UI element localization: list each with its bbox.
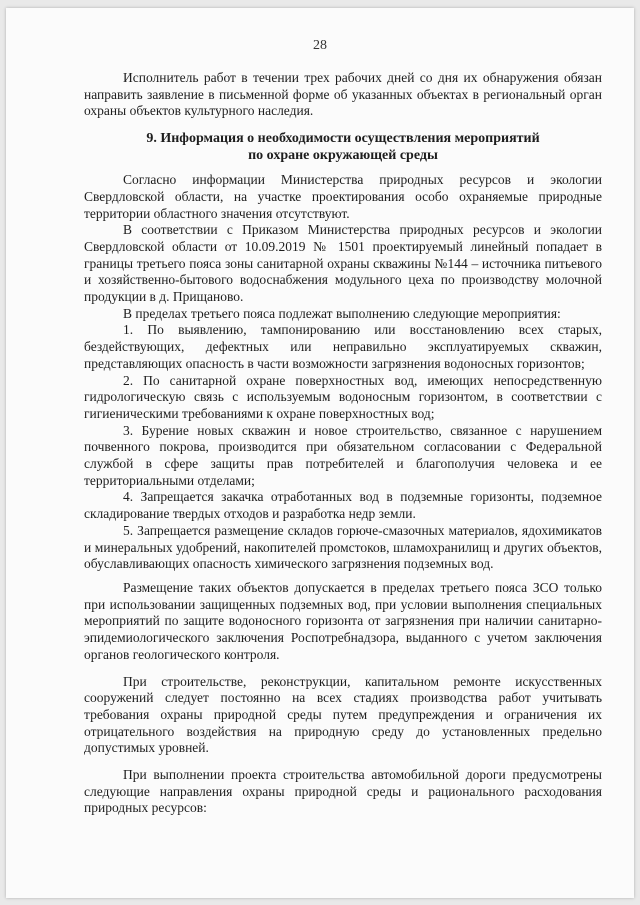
paragraph-construction: При строительстве, реконструкции, капитальном ремонте искусственных сооружений следует постоянно на всех стадиях производства работ учитывать требования охраны природной среды путем предупреждения и ограничения их отрицательного воздействия на природную среду до установленных предельно допустимых уровней. — [84, 673, 602, 756]
list-item-3: 3. Бурение новых скважин и новое строительство, связанное с нарушением почвенного покрова, производится при обязательном согласовании с Федеральной службой в сфере защиты прав потребителей и благополучия человека и ее территориальными отделами; — [84, 422, 602, 488]
paragraph-placement: Размещение таких объектов допускается в пределах третьего пояса ЗСО только при использовании защищенных подземных вод, при условии выполнения специальных мероприятий по защите водоносного горизонта от загрязнения при наличии санитарно-эпидемиологического заключения Роспотребнадзора, выданного с учетом заключения органов геологического контроля. — [84, 579, 602, 662]
list-item-5: 5. Запрещается размещение складов горюче-смазочных материалов, ядохимикатов и минеральных удобрений, накопителей промстоков, шламохранилищ и других объектов, обуславливающих опасность химического загрязнения подземных вод. — [84, 522, 602, 572]
paragraph-order: В соответствии с Приказом Министерства природных ресурсов и экологии Свердловской области от 10.09.2019 № 1501 проектируемый линейный попадает в границы третьего пояса зоны санитарной охраны скважины №144 – источника питьевого и хозяйственно-бытового водоснабжения модульного цеха по производству молочной продукции в д. Прищаново. — [84, 222, 602, 305]
list-item-1: 1. По выявлению, тампонированию или восстановлению всех старых, бездействующих, дефектных или неправильно эксплуатируемых скважин, представляющих опасность в части возможности загрязнения водоносных горизонтов; — [84, 322, 602, 371]
paragraph-measures-intro: В пределах третьего пояса подлежат выполнению следующие мероприятия: — [123, 305, 561, 321]
list-item-4: 4. Запрещается закачка отработанных вод в подземные горизонты, подземное складирование твердых отходов и разработка недр земли. — [84, 489, 602, 522]
paragraph-road-project: При выполнении проекта строительства автомобильной дороги предусмотрены следующие направления охраны природной среды и рационального расходования природных ресурсов: — [84, 767, 602, 816]
list-item-2: 2. По санитарной охране поверхностных вод, имеющих непосредственную гидрологическую связь с используемым водоносным горизонтом, в соответствии с гигиеническими требованиями к охране поверхностных вод; — [84, 372, 602, 421]
section-title-line-1: 9. Информация о необходимости осуществления мероприятий — [146, 131, 540, 147]
page-content — [84, 70, 602, 817]
page-number: 28 — [313, 38, 327, 53]
section-title-line-2: по охране окружающей среды — [248, 148, 438, 164]
paragraph-intro: Исполнитель работ в течении трех рабочих дней со дня их обнаружения обязан направить заявление в письменной форме об указанных объектах в региональный орган охраны объектов культурного наследия. — [84, 70, 602, 119]
section-heading — [84, 130, 602, 164]
paragraph-oopt: Согласно информации Министерства природных ресурсов и экологии Свердловской области, на участке проектирования особо охраняемые природные территории областного значения отсутствуют. — [84, 172, 602, 221]
document-page — [6, 8, 634, 898]
